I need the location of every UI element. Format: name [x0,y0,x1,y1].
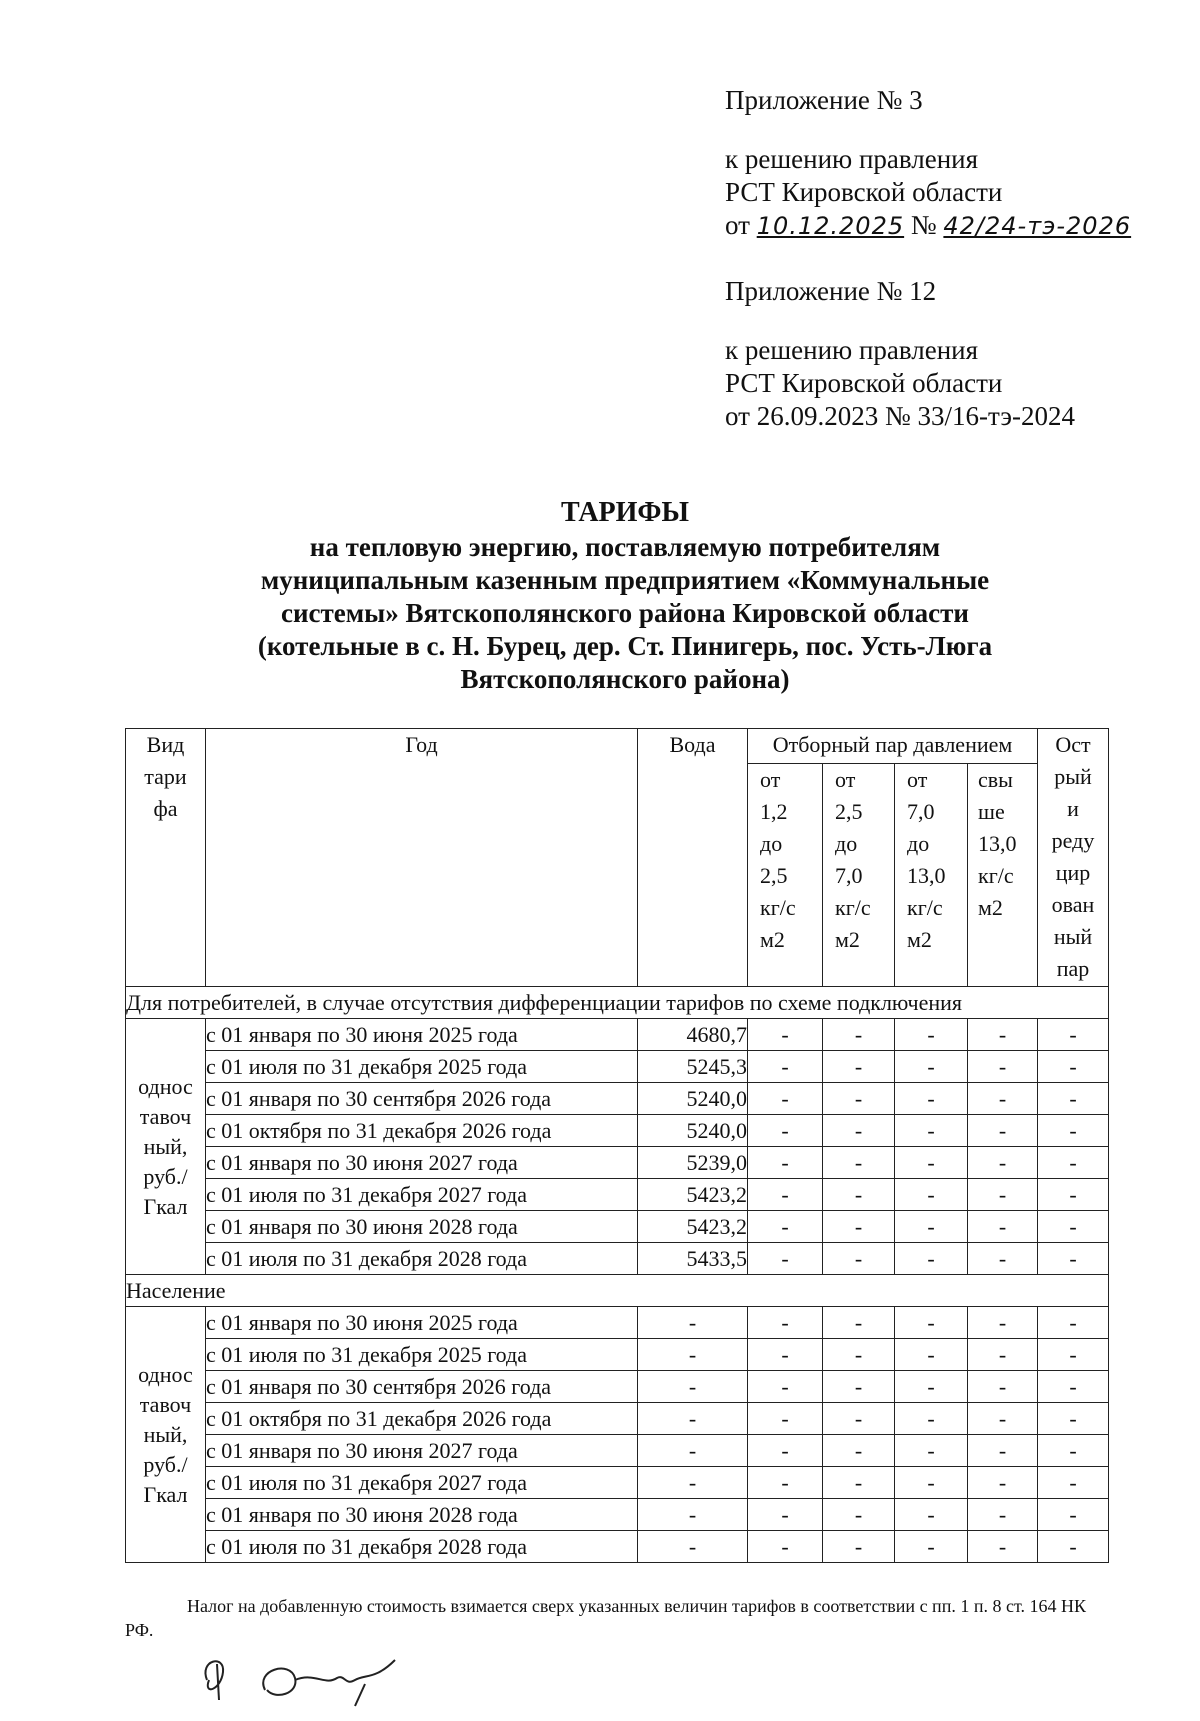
steam-4-cell: - [968,1179,1038,1211]
water-value-cell: 5240,0 [638,1083,748,1115]
steam-4-cell: - [968,1211,1038,1243]
appendix-3-line1: к решению правления [725,144,979,174]
sharp-steam-cell: - [1038,1083,1109,1115]
water-value-cell: - [638,1499,748,1531]
steam-3-cell: - [895,1339,968,1371]
sharp-steam-cell: - [1038,1339,1109,1371]
table-row [126,1211,1109,1243]
steam-3-cell: - [895,1115,968,1147]
steam-2-cell: - [823,1307,895,1339]
water-value-cell: 4680,7 [638,1019,748,1051]
steam-4-cell: - [968,1371,1038,1403]
steam-1-cell: - [748,1371,823,1403]
period-cell: с 01 июля по 31 декабря 2028 года [206,1531,638,1563]
steam-3-cell: - [895,1499,968,1531]
title-line2: муниципальным казенным предприятием «Коммунальные [260,565,990,595]
appendix-3-line2: РСТ Кировской области [725,177,1003,207]
header-sharp-steam: Ост рый и реду цир ован ный пар [1038,729,1109,987]
sharp-steam-cell: - [1038,1019,1109,1051]
table-row [126,1243,1109,1275]
water-value-cell: - [638,1307,748,1339]
steam-2-cell: - [823,1499,895,1531]
steam-1-cell: - [748,1531,823,1563]
appendix-12-line3: от 26.09.2023 № 33/16-тэ-2024 [725,401,1075,431]
steam-4-cell: - [968,1019,1038,1051]
steam-4-cell: - [968,1307,1038,1339]
header-kind: Вид тари фа [126,729,206,987]
title-line3: системы» Вятскополянского района Кировской области [281,598,969,628]
number-label: № [910,210,937,240]
table-row [126,1179,1109,1211]
steam-3-cell: - [895,1211,968,1243]
appendix-12-line1: к решению правления [725,335,979,365]
steam-2-cell: - [823,1531,895,1563]
table-row [126,1307,1109,1339]
header-year: Год [206,729,638,987]
steam-1-cell: - [748,1179,823,1211]
header-water: Вода [638,729,748,987]
header-steam-1: от 1,2 до 2,5 кг/с м2 [748,764,823,987]
period-cell: с 01 октября по 31 декабря 2026 года [206,1115,638,1147]
handwritten-signature-icon [195,1650,435,1710]
table-row [126,1051,1109,1083]
steam-1-cell: - [748,1115,823,1147]
sharp-steam-cell: - [1038,1115,1109,1147]
steam-1-cell: - [748,1211,823,1243]
table-row [126,1499,1109,1531]
steam-1-cell: - [748,1147,823,1179]
from-label: от [725,210,750,240]
steam-2-cell: - [823,1467,895,1499]
period-cell: с 01 января по 30 июня 2028 года [206,1499,638,1531]
period-cell: с 01 июля по 31 декабря 2028 года [206,1243,638,1275]
sharp-steam-cell: - [1038,1179,1109,1211]
header-steam-group: Отборный пар давлением [748,729,1038,764]
steam-2-cell: - [823,1435,895,1467]
appendix-12-header [725,275,1075,433]
steam-4-cell: - [968,1147,1038,1179]
water-value-cell: 5239,0 [638,1147,748,1179]
appendix-3-title: Приложение № 3 [725,85,923,115]
water-value-cell: 5240,0 [638,1115,748,1147]
steam-2-cell: - [823,1083,895,1115]
period-cell: с 01 июля по 31 декабря 2027 года [206,1179,638,1211]
period-cell: с 01 июля по 31 декабря 2027 года [206,1467,638,1499]
water-value-cell: - [638,1403,748,1435]
period-cell: с 01 января по 30 июня 2025 года [206,1019,638,1051]
water-value-cell: - [638,1467,748,1499]
steam-4-cell: - [968,1403,1038,1435]
title-line4: (котельные в с. Н. Бурец, дер. Ст. Пинигерь, пос. Усть-Люга [257,631,993,661]
section-2-label: Население [126,1275,1109,1307]
sharp-steam-cell: - [1038,1499,1109,1531]
handwritten-number: 42/24-тэ-2026 [943,212,1132,240]
signatures [195,1650,435,1715]
steam-4-cell: - [968,1243,1038,1275]
water-value-cell: - [638,1435,748,1467]
sharp-steam-cell: - [1038,1371,1109,1403]
sharp-steam-cell: - [1038,1211,1109,1243]
steam-4-cell: - [968,1467,1038,1499]
steam-4-cell: - [968,1083,1038,1115]
steam-2-cell: - [823,1051,895,1083]
period-cell: с 01 января по 30 июня 2028 года [206,1211,638,1243]
steam-2-cell: - [823,1403,895,1435]
section-1-body [126,987,1109,1275]
steam-3-cell: - [895,1051,968,1083]
table-row [126,1083,1109,1115]
steam-4-cell: - [968,1115,1038,1147]
water-value-cell: - [638,1371,748,1403]
water-value-cell: 5423,2 [638,1179,748,1211]
table-row [126,1115,1109,1147]
table-row [126,1531,1109,1563]
steam-2-cell: - [823,1211,895,1243]
period-cell: с 01 января по 30 сентября 2026 года [206,1371,638,1403]
title-line5: Вятскополянского района) [460,664,790,694]
sharp-steam-cell: - [1038,1531,1109,1563]
steam-3-cell: - [895,1307,968,1339]
steam-2-cell: - [823,1019,895,1051]
steam-3-cell: - [895,1019,968,1051]
period-cell: с 01 октября по 31 декабря 2026 года [206,1403,638,1435]
steam-3-cell: - [895,1179,968,1211]
period-cell: с 01 июля по 31 декабря 2025 года [206,1051,638,1083]
water-value-cell: - [638,1339,748,1371]
section-1-label: Для потребителей, в случае отсутствия дифференциации тарифов по схеме подключения [126,987,1109,1019]
sharp-steam-cell: - [1038,1051,1109,1083]
steam-1-cell: - [748,1307,823,1339]
period-cell: с 01 января по 30 июня 2025 года [206,1307,638,1339]
title-line1: на тепловую энергию, поставляемую потребителям [309,532,941,562]
steam-3-cell: - [895,1467,968,1499]
sharp-steam-cell: - [1038,1435,1109,1467]
steam-3-cell: - [895,1243,968,1275]
appendix-3-date-line [725,209,1131,243]
steam-2-cell: - [823,1179,895,1211]
table-row [126,1147,1109,1179]
steam-1-cell: - [748,1467,823,1499]
handwritten-date: 10.12.2025 [756,212,905,240]
table-row [126,1339,1109,1371]
header-steam-4: свы ше 13,0 кг/с м2 [968,764,1038,987]
steam-3-cell: - [895,1371,968,1403]
steam-1-cell: - [748,1339,823,1371]
section-1-tariff-kind: однос тавоч ный, руб./ Гкал [126,1019,206,1275]
steam-4-cell: - [968,1051,1038,1083]
steam-2-cell: - [823,1243,895,1275]
steam-1-cell: - [748,1243,823,1275]
steam-1-cell: - [748,1499,823,1531]
period-cell: с 01 января по 30 июня 2027 года [206,1435,638,1467]
steam-3-cell: - [895,1083,968,1115]
steam-1-cell: - [748,1019,823,1051]
document-title [0,496,1200,696]
header-steam-3: от 7,0 до 13,0 кг/с м2 [895,764,968,987]
steam-4-cell: - [968,1499,1038,1531]
steam-4-cell: - [968,1435,1038,1467]
sharp-steam-cell: - [1038,1467,1109,1499]
footnote: Налог на добавленную стоимость взимается сверх указанных величин тарифов в соответствии с пп. 1 п. 8 ст. 164 НК РФ. [125,1596,1086,1640]
steam-1-cell: - [748,1051,823,1083]
steam-2-cell: - [823,1115,895,1147]
section-2-body [126,1275,1109,1563]
period-cell: с 01 июля по 31 декабря 2025 года [206,1339,638,1371]
appendix-3-header [725,84,1131,243]
steam-4-cell: - [968,1531,1038,1563]
table-row [126,1403,1109,1435]
table-row [126,1019,1109,1051]
period-cell: с 01 января по 30 сентября 2026 года [206,1083,638,1115]
title-main: ТАРИФЫ [561,497,689,528]
water-value-cell: 5433,5 [638,1243,748,1275]
steam-3-cell: - [895,1531,968,1563]
steam-3-cell: - [895,1403,968,1435]
steam-1-cell: - [748,1083,823,1115]
section-2-tariff-kind: однос тавоч ный, руб./ Гкал [126,1307,206,1563]
sharp-steam-cell: - [1038,1307,1109,1339]
steam-1-cell: - [748,1403,823,1435]
table-row [126,1371,1109,1403]
table-row [126,1435,1109,1467]
appendix-12-title: Приложение № 12 [725,276,937,306]
header-steam-2: от 2,5 до 7,0 кг/с м2 [823,764,895,987]
water-value-cell: - [638,1531,748,1563]
water-value-cell: 5245,3 [638,1051,748,1083]
appendix-12-line2: РСТ Кировской области [725,368,1003,398]
sharp-steam-cell: - [1038,1403,1109,1435]
steam-2-cell: - [823,1371,895,1403]
steam-3-cell: - [895,1147,968,1179]
period-cell: с 01 января по 30 июня 2027 года [206,1147,638,1179]
steam-2-cell: - [823,1147,895,1179]
steam-2-cell: - [823,1339,895,1371]
water-value-cell: 5423,2 [638,1211,748,1243]
table-row [126,1467,1109,1499]
sharp-steam-cell: - [1038,1243,1109,1275]
sharp-steam-cell: - [1038,1147,1109,1179]
steam-3-cell: - [895,1435,968,1467]
steam-1-cell: - [748,1435,823,1467]
tariffs-table [125,728,1109,1563]
steam-4-cell: - [968,1339,1038,1371]
